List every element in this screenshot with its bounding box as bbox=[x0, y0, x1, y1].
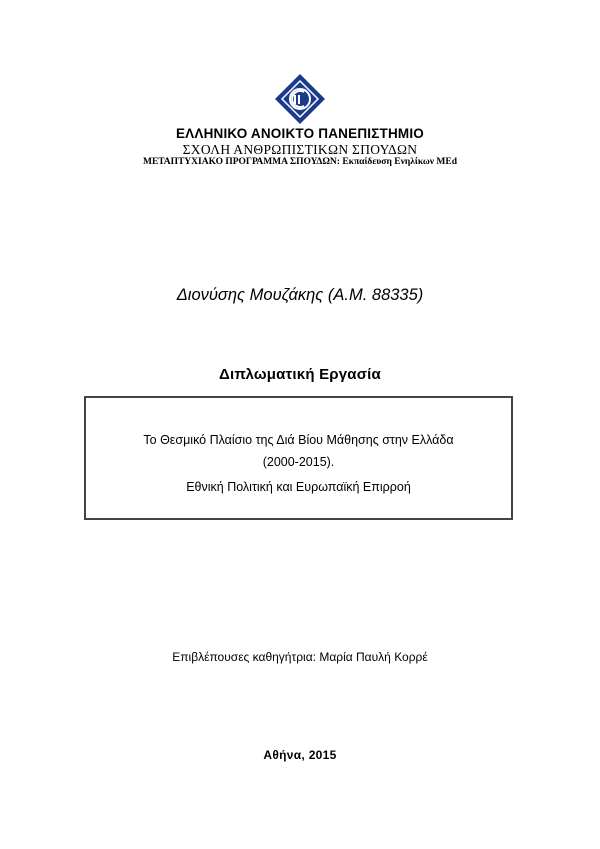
author-name: Διονύσης Μουζάκης (Α.Μ. 88335) bbox=[176, 286, 424, 304]
thesis-title-line-2: (2000-2015). bbox=[262, 455, 335, 469]
thesis-title-box bbox=[84, 396, 513, 520]
thesis-title-line-1: Το Θεσμικό Πλαίσιο της Διά Βίου Μάθησης στην Ελλάδα bbox=[143, 433, 454, 447]
school-name: ΣΧΟΛΗ ΑΝΘΡΩΠΙΣΤΙΚΩΝ ΣΠΟΥΔΩΝ bbox=[182, 142, 418, 157]
program-name: ΜΕΤΑΠΤΥΧΙΑΚΟ ΠΡΟΓΡΑΜΜΑ ΣΠΟΥΔΩΝ: Εκπαίδευση Ενηλίκων ΜΕd bbox=[143, 157, 457, 167]
place-date: Αθήνα, 2015 bbox=[263, 748, 337, 762]
document-type: Διπλωματική Εργασία bbox=[219, 366, 381, 383]
supervisor: Επιβλέπουσες καθηγήτρια: Μαρία Παυλή Κορρέ bbox=[172, 650, 428, 664]
university-logo-icon bbox=[274, 73, 326, 125]
university-name: ΕΛΛΗΝΙΚΟ ΑΝΟΙΚΤΟ ΠΑΝΕΠΙΣΤΗΜΙΟ bbox=[175, 126, 425, 141]
thesis-subtitle: Εθνική Πολιτική και Ευρωπαϊκή Επιρροή bbox=[186, 480, 411, 494]
